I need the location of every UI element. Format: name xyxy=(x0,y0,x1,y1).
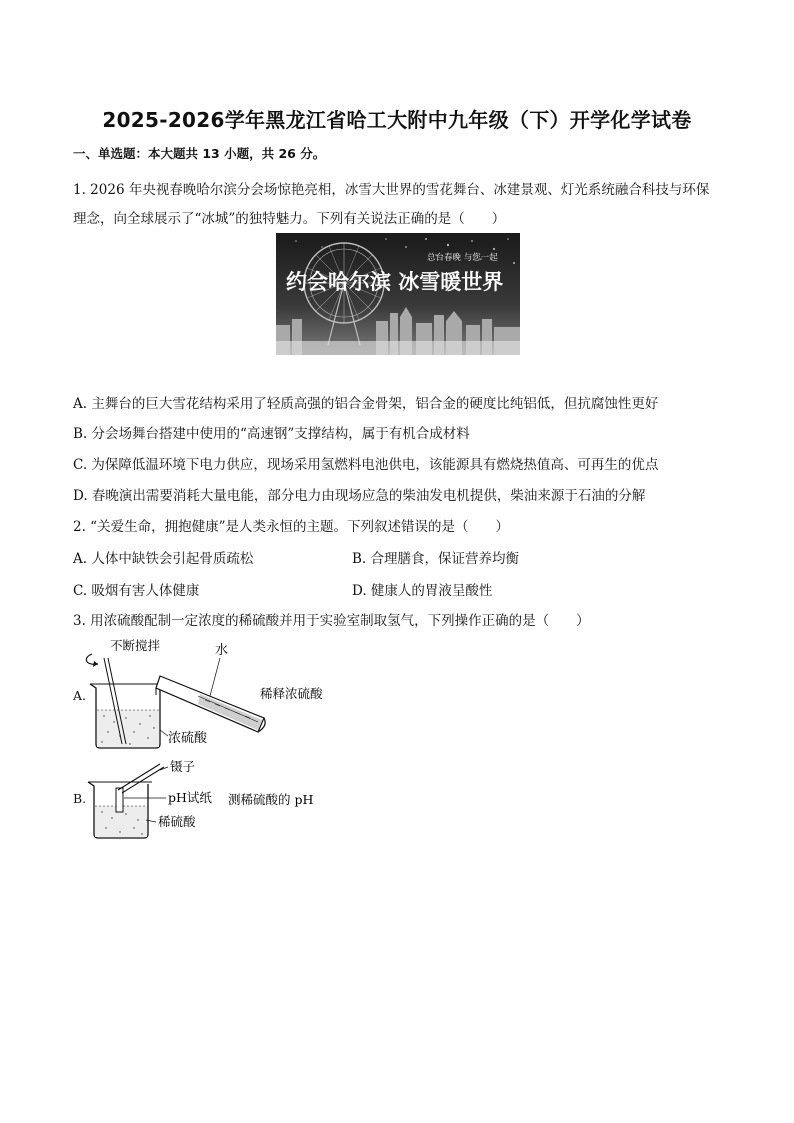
question-2-option-d: D. 健康人的胃液呈酸性 xyxy=(352,583,493,599)
dilute-acid-label: 稀硫酸 xyxy=(158,814,196,829)
question-2-option-c: C. 吸烟有害人体健康 xyxy=(73,583,200,599)
question-1-stem-line-2: 理念，向全球展示了“冰城”的独特魅力。下列有关说法正确的是（ ） xyxy=(73,211,506,227)
question-1-option-a: A. 主舞台的巨大雪花结构采用了轻质高强的铝合金骨架，铝合金的硬度比纯铝低，但抗腐蚀性更好 xyxy=(73,396,659,412)
ph-paper-label: pH试纸 xyxy=(168,790,212,805)
question-1-stem-line-1: 1. 2026 年央视春晚哈尔滨分会场惊艳亮相，冰雪大世界的雪花舞台、冰建景观、灯光系统融合科技与环保 xyxy=(73,182,710,198)
question-1-option-c: C. 为保障低温环境下电力供应，现场采用氢燃料电池供电，该能源具有燃烧热值高、可再生的优点 xyxy=(73,457,659,473)
measuring-cylinder xyxy=(156,676,265,732)
tweezers-label: 镊子 xyxy=(170,759,196,774)
question-3-option-a-label: A. xyxy=(73,688,87,703)
section-heading: 一、单选题：本大题共 13 小题，共 26 分。 xyxy=(73,146,326,161)
question-1-option-b: B. 分会场舞台搭建中使用的“高速钢”支撑结构，属于有机合成材料 xyxy=(73,426,470,442)
question-2-option-b: B. 合理膳食，保证营养均衡 xyxy=(352,551,520,567)
question-2-option-a: A. 人体中缺铁会引起骨质疏松 xyxy=(73,551,254,567)
gala-banner-image xyxy=(276,233,520,355)
stir-label: 不断搅拌 xyxy=(110,638,161,653)
question-3-option-b-label: B. xyxy=(73,791,87,806)
question-3-stem: 3. 用浓硫酸配制一定浓度的稀硫酸并用于实验室制取氢气，下列操作正确的是（ ） xyxy=(73,613,590,629)
question-2-stem: 2. “关爱生命，拥抱健康”是人类永恒的主题。下列叙述错误的是（ ） xyxy=(73,519,509,535)
tweezers xyxy=(118,764,164,793)
water-label: 水 xyxy=(215,643,229,658)
banner-main-text: 约会哈尔滨 冰雪暖世界 xyxy=(286,270,504,294)
ph-paper xyxy=(116,788,123,812)
banner-small-text: 总台春晚 与您一起 xyxy=(427,253,498,263)
ph-test-caption: 测稀硫酸的 pH xyxy=(228,792,314,807)
dilute-caption: 稀释浓硫酸 xyxy=(260,686,323,701)
concentrated-acid-label: 浓硫酸 xyxy=(168,731,208,746)
ph-test-diagram xyxy=(60,758,380,843)
page-title: 2025-2026学年黑龙江省哈工大附中九年级（下）开学化学试卷 xyxy=(102,108,692,132)
question-1-option-d: D. 春晚演出需要消耗大量电能，部分电力由现场应急的柴油发电机提供，柴油来源于石油的分解 xyxy=(73,488,646,504)
gala-banner-graphic xyxy=(276,233,520,355)
dilute-acid-diagram xyxy=(60,632,380,757)
